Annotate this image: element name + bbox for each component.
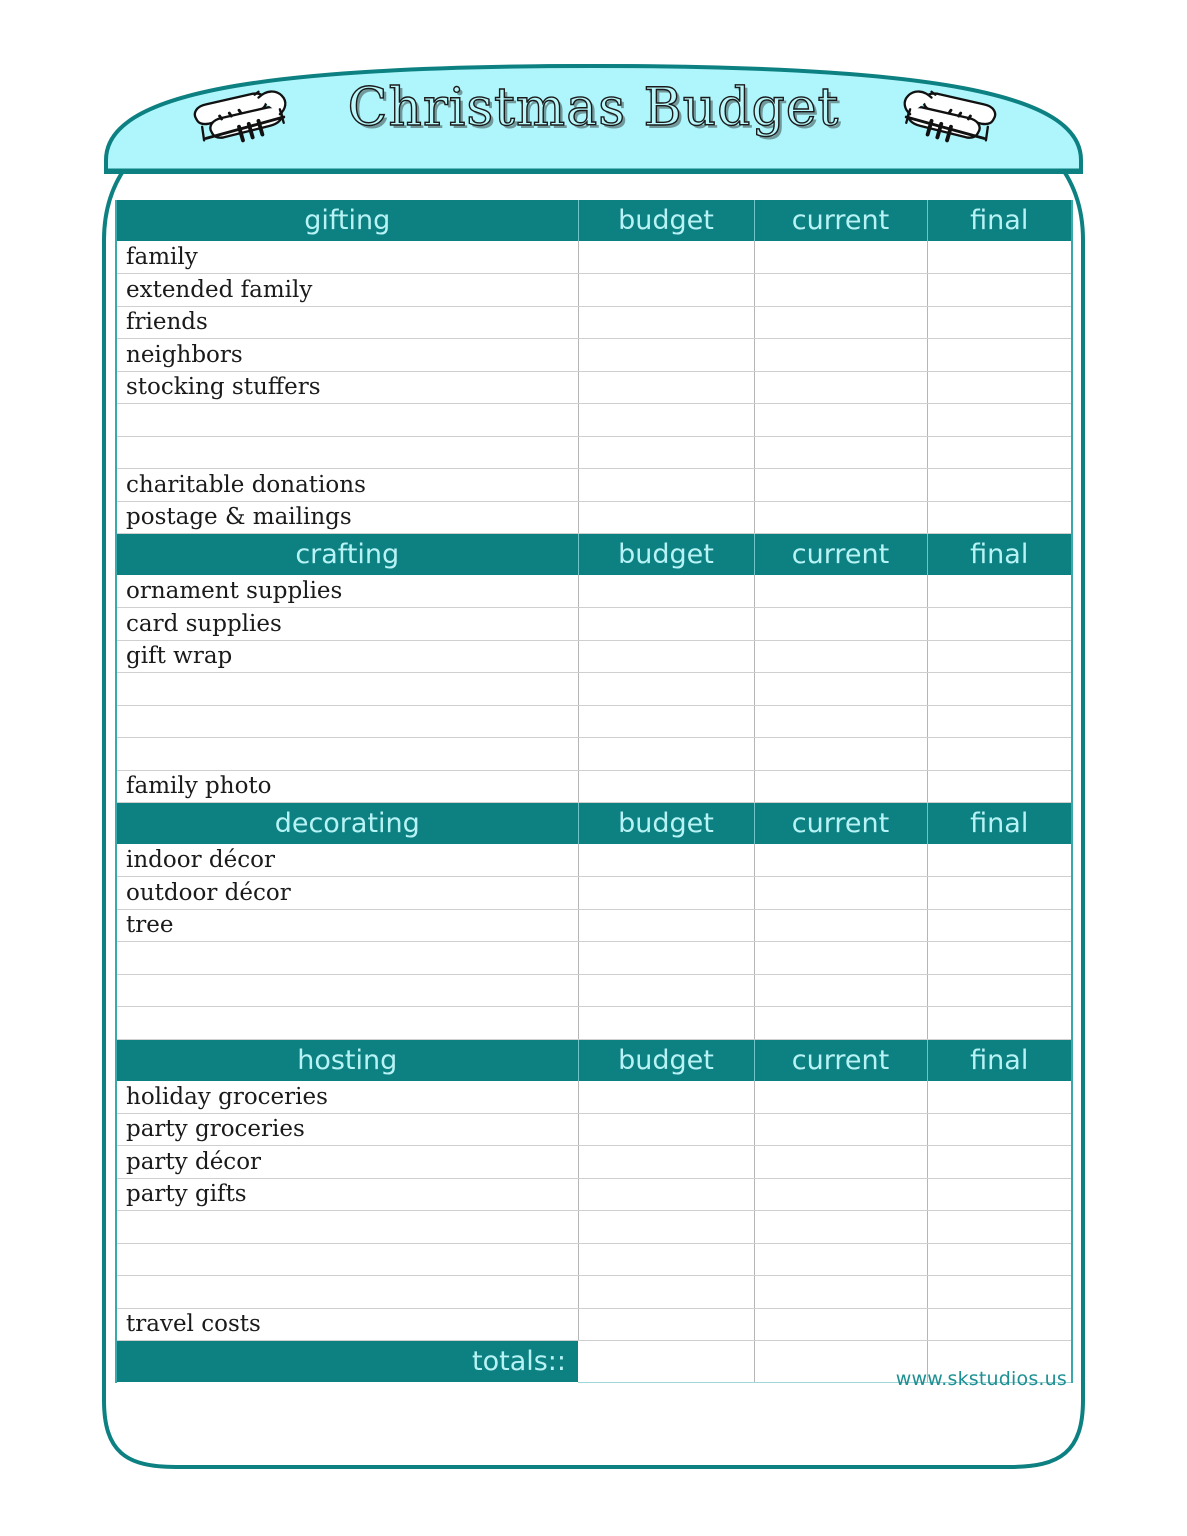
row-label [117, 705, 578, 738]
cell-budget[interactable] [578, 1211, 754, 1244]
cell-budget[interactable] [578, 404, 754, 437]
cell-final[interactable] [927, 1081, 1071, 1114]
column-header-budget: budget [578, 534, 754, 576]
cell-budget[interactable] [578, 241, 754, 274]
row-label: extended family [117, 274, 578, 307]
table-row [117, 241, 1071, 274]
row-label [117, 1211, 578, 1244]
column-header-current: current [754, 1039, 927, 1081]
row-label: travel costs [117, 1308, 578, 1341]
cell-budget[interactable] [578, 436, 754, 469]
cell-budget[interactable] [578, 909, 754, 942]
cell-current[interactable] [754, 306, 927, 339]
cell-budget[interactable] [578, 877, 754, 910]
cell-current[interactable] [754, 1081, 927, 1114]
title-banner [104, 64, 1083, 174]
totals-label: totals:: [117, 1341, 578, 1383]
cell-budget[interactable] [578, 501, 754, 534]
row-label: card supplies [117, 608, 578, 641]
table-row [117, 942, 1071, 975]
cell-budget[interactable] [578, 1081, 754, 1114]
cell-final[interactable] [927, 705, 1071, 738]
column-header-current: current [754, 200, 927, 241]
cell-final[interactable] [927, 1146, 1071, 1179]
cell-current[interactable] [754, 404, 927, 437]
table-row [117, 1007, 1071, 1040]
budget-worksheet [117, 200, 1071, 1383]
table-row [117, 738, 1071, 771]
cell-budget[interactable] [578, 738, 754, 771]
cell-current[interactable] [754, 1146, 927, 1179]
cell-current[interactable] [754, 469, 927, 502]
totals-cell-budget[interactable] [578, 1341, 754, 1383]
cell-final[interactable] [927, 1211, 1071, 1244]
cell-budget[interactable] [578, 1308, 754, 1341]
cell-budget[interactable] [578, 942, 754, 975]
cell-current[interactable] [754, 1276, 927, 1309]
cell-budget[interactable] [578, 1243, 754, 1276]
cell-budget[interactable] [578, 1146, 754, 1179]
cell-final[interactable] [927, 575, 1071, 608]
row-label: friends [117, 306, 578, 339]
cell-final[interactable] [927, 469, 1071, 502]
cell-final[interactable] [927, 738, 1071, 771]
row-label [117, 1243, 578, 1276]
section-header-crafting [117, 534, 1071, 576]
cell-final[interactable] [927, 436, 1071, 469]
column-header-budget: budget [578, 803, 754, 845]
table-row [117, 877, 1071, 910]
row-label [117, 404, 578, 437]
row-label [117, 738, 578, 771]
table-row [117, 640, 1071, 673]
cell-budget[interactable] [578, 705, 754, 738]
section-header-decorating [117, 803, 1071, 845]
cell-budget[interactable] [578, 371, 754, 404]
cell-current[interactable] [754, 1308, 927, 1341]
table-row [117, 608, 1071, 641]
budget-table [117, 200, 1071, 1383]
column-header-final: final [927, 534, 1071, 576]
table-row [117, 306, 1071, 339]
section-name: gifting [117, 200, 578, 241]
table-row [117, 705, 1071, 738]
cell-final[interactable] [927, 877, 1071, 910]
cell-current[interactable] [754, 877, 927, 910]
column-header-final: final [927, 1039, 1071, 1081]
table-row [117, 1243, 1071, 1276]
table-row [117, 673, 1071, 706]
cell-current[interactable] [754, 1007, 927, 1040]
row-label: family [117, 241, 578, 274]
table-row [117, 1146, 1071, 1179]
column-header-current: current [754, 803, 927, 845]
cell-current[interactable] [754, 844, 927, 877]
cell-final[interactable] [927, 1243, 1071, 1276]
table-row [117, 404, 1071, 437]
cell-final[interactable] [927, 306, 1071, 339]
section-name: hosting [117, 1039, 578, 1081]
cell-current[interactable] [754, 974, 927, 1007]
cell-final[interactable] [927, 371, 1071, 404]
table-row [117, 575, 1071, 608]
table-row [117, 909, 1071, 942]
cell-current[interactable] [754, 501, 927, 534]
cell-current[interactable] [754, 640, 927, 673]
row-label [117, 942, 578, 975]
table-row [117, 844, 1071, 877]
cell-current[interactable] [754, 1178, 927, 1211]
cell-final[interactable] [927, 1113, 1071, 1146]
cell-current[interactable] [754, 608, 927, 641]
table-row [117, 770, 1071, 803]
cell-final[interactable] [927, 1007, 1071, 1040]
cell-budget[interactable] [578, 1178, 754, 1211]
cell-current[interactable] [754, 770, 927, 803]
table-row [117, 1308, 1071, 1341]
cell-final[interactable] [927, 1308, 1071, 1341]
cell-final[interactable] [927, 844, 1071, 877]
row-label: holiday groceries [117, 1081, 578, 1114]
column-header-final: final [927, 200, 1071, 241]
section-header-hosting [117, 1039, 1071, 1081]
cell-current[interactable] [754, 575, 927, 608]
cell-current[interactable] [754, 1211, 927, 1244]
cell-current[interactable] [754, 241, 927, 274]
cell-budget[interactable] [578, 575, 754, 608]
cell-budget[interactable] [578, 469, 754, 502]
budget-table-body [117, 200, 1071, 1382]
table-row [117, 1178, 1071, 1211]
cell-final[interactable] [927, 1178, 1071, 1211]
table-row [117, 1276, 1071, 1309]
cell-current[interactable] [754, 274, 927, 307]
section-header-gifting [117, 200, 1071, 241]
cell-final[interactable] [927, 770, 1071, 803]
row-label: outdoor décor [117, 877, 578, 910]
row-label: indoor décor [117, 844, 578, 877]
row-label: family photo [117, 770, 578, 803]
cell-final[interactable] [927, 974, 1071, 1007]
cell-final[interactable] [927, 274, 1071, 307]
cell-budget[interactable] [578, 770, 754, 803]
section-name: crafting [117, 534, 578, 576]
cell-current[interactable] [754, 1113, 927, 1146]
table-row [117, 436, 1071, 469]
row-label: party décor [117, 1146, 578, 1179]
cell-final[interactable] [927, 404, 1071, 437]
cell-budget[interactable] [578, 274, 754, 307]
row-label: stocking stuffers [117, 371, 578, 404]
row-label: neighbors [117, 339, 578, 372]
cell-current[interactable] [754, 436, 927, 469]
row-label [117, 436, 578, 469]
cell-budget[interactable] [578, 640, 754, 673]
cell-final[interactable] [927, 339, 1071, 372]
cell-budget[interactable] [578, 608, 754, 641]
cell-final[interactable] [927, 608, 1071, 641]
page-title: Christmas Budget [347, 78, 840, 138]
table-row [117, 469, 1071, 502]
column-header-budget: budget [578, 1039, 754, 1081]
row-label [117, 1276, 578, 1309]
table-row [117, 974, 1071, 1007]
table-row [117, 501, 1071, 534]
row-label: charitable donations [117, 469, 578, 502]
table-row [117, 274, 1071, 307]
table-row [117, 339, 1071, 372]
cell-final[interactable] [927, 640, 1071, 673]
section-name: decorating [117, 803, 578, 845]
cell-final[interactable] [927, 501, 1071, 534]
cell-current[interactable] [754, 371, 927, 404]
row-label: postage & mailings [117, 501, 578, 534]
table-row [117, 371, 1071, 404]
cell-current[interactable] [754, 738, 927, 771]
table-row [117, 1211, 1071, 1244]
cell-final[interactable] [927, 942, 1071, 975]
column-header-final: final [927, 803, 1071, 845]
row-label [117, 974, 578, 1007]
cell-current[interactable] [754, 705, 927, 738]
cell-current[interactable] [754, 673, 927, 706]
cell-budget[interactable] [578, 339, 754, 372]
cell-budget[interactable] [578, 1276, 754, 1309]
row-label: party gifts [117, 1178, 578, 1211]
cell-current[interactable] [754, 1243, 927, 1276]
cell-budget[interactable] [578, 306, 754, 339]
column-header-budget: budget [578, 200, 754, 241]
table-row [117, 1113, 1071, 1146]
cell-final[interactable] [927, 1276, 1071, 1309]
cell-budget[interactable] [578, 673, 754, 706]
cell-final[interactable] [927, 909, 1071, 942]
cell-current[interactable] [754, 942, 927, 975]
row-label [117, 673, 578, 706]
row-label: ornament supplies [117, 575, 578, 608]
row-label [117, 1007, 578, 1040]
column-header-current: current [754, 534, 927, 576]
cell-budget[interactable] [578, 1113, 754, 1146]
cell-budget[interactable] [578, 1007, 754, 1040]
table-row [117, 1081, 1071, 1114]
cell-budget[interactable] [578, 974, 754, 1007]
footer-url: www.skstudios.us [895, 1368, 1067, 1390]
cell-final[interactable] [927, 673, 1071, 706]
row-label: party groceries [117, 1113, 578, 1146]
cell-current[interactable] [754, 339, 927, 372]
cell-final[interactable] [927, 241, 1071, 274]
cell-current[interactable] [754, 909, 927, 942]
row-label: gift wrap [117, 640, 578, 673]
row-label: tree [117, 909, 578, 942]
cell-budget[interactable] [578, 844, 754, 877]
